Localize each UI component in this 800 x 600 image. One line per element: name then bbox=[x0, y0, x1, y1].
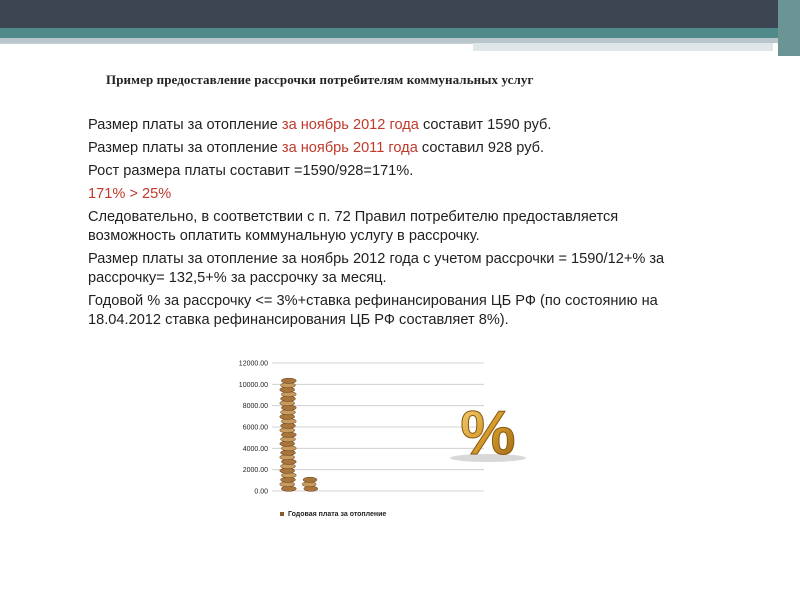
chart-bar bbox=[280, 378, 297, 491]
body-paragraph-5 bbox=[88, 208, 708, 246]
body-paragraph-4 bbox=[88, 185, 708, 204]
header-tab-mid bbox=[473, 43, 773, 51]
body-paragraph-2 bbox=[88, 139, 708, 158]
chart-bar bbox=[302, 477, 318, 491]
legend-label: Годовая плата за отопление bbox=[288, 511, 387, 518]
highlight-text: 171% > 25% bbox=[88, 186, 172, 202]
percent-coins-icon bbox=[445, 400, 530, 464]
slide-body bbox=[88, 116, 708, 334]
top-dark-bar bbox=[0, 0, 800, 28]
paragraph-text: Годовой % за рассрочку <= 3%+ставка рефинансирования ЦБ РФ (по состоянию на 18.04.2012 ставка рефинансирования ЦБ РФ составляет 8%). bbox=[88, 293, 658, 328]
paragraph-text: Размер платы за отопление bbox=[88, 140, 282, 156]
top-teal-stripe bbox=[0, 28, 800, 38]
body-paragraph-7 bbox=[88, 292, 708, 330]
paragraph-text: Размер платы за отопление за ноябрь 2012 года с учетом рассрочки = 1590/12+% за рассрочку= 132,5+% за рассрочку за месяц. bbox=[88, 251, 665, 286]
y-tick-label: 2000.00 bbox=[242, 467, 268, 475]
header-tab-left bbox=[0, 43, 473, 58]
paragraph-text: Размер платы за отопление bbox=[88, 117, 282, 133]
y-tick-label: 8000.00 bbox=[242, 403, 268, 411]
y-tick-label: 10000.00 bbox=[238, 381, 268, 389]
highlight-text: за ноябрь 2011 года bbox=[281, 140, 418, 156]
legend-swatch bbox=[280, 512, 284, 516]
paragraph-text: Следовательно, в соответствии с п. 72 Правил потребителю предоставляется возможность оплатить коммунальную услугу в рассрочку. bbox=[88, 209, 619, 244]
y-tick-label: 12000.00 bbox=[238, 360, 268, 368]
chart-legend bbox=[280, 511, 386, 518]
paragraph-text: Рост размера платы составит =1590/928=171%. bbox=[88, 163, 414, 179]
body-paragraph-6 bbox=[88, 250, 708, 288]
y-tick-label: 4000.00 bbox=[242, 445, 268, 453]
paragraph-text: составил 928 руб. bbox=[417, 140, 545, 156]
coin bbox=[303, 477, 317, 482]
highlight-text: за ноябрь 2012 года bbox=[281, 117, 419, 133]
coin bbox=[281, 378, 296, 383]
paragraph-text: составит 1590 руб. bbox=[418, 117, 552, 133]
percent-symbol: % bbox=[460, 400, 516, 464]
header-accent-right bbox=[778, 0, 800, 56]
body-paragraph-1 bbox=[88, 116, 708, 135]
y-tick-label: 6000.00 bbox=[242, 424, 268, 432]
slide-title: Пример предоставление рассрочки потребителям коммунальных услуг bbox=[106, 72, 534, 87]
y-tick-label: 0.00 bbox=[254, 488, 268, 496]
body-paragraph-3 bbox=[88, 162, 708, 181]
